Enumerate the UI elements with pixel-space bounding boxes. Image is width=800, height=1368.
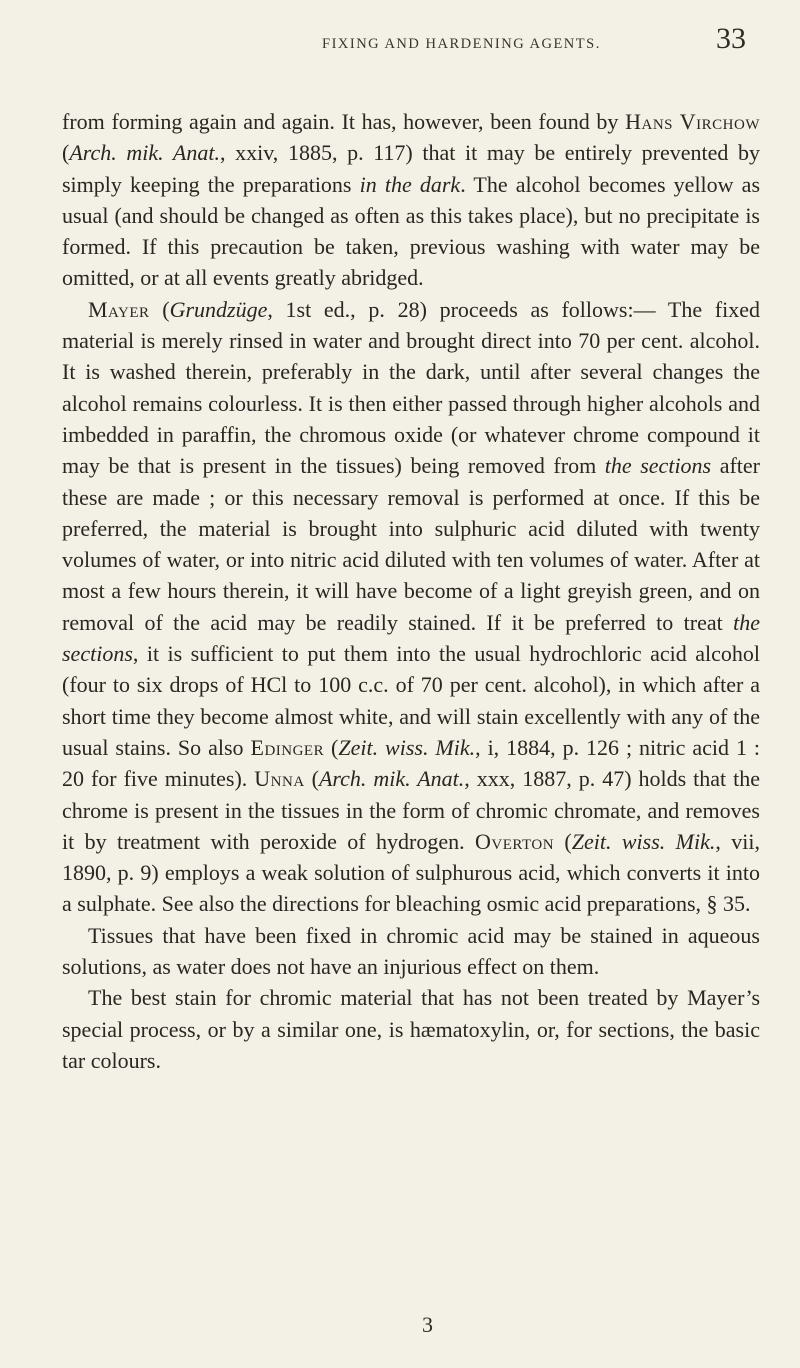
body-text bbox=[62, 106, 760, 1076]
paragraph: Mayer (Grundzüge, 1st ed., p. 28) proceeds as follows:— The fixed material is merely rinsed in water and brought direct into 70 per cent. alcohol. It is washed therein, preferably in the dark, until after several changes the alcohol remains colourless. It is then either passed through higher alcohols and imbedded in paraffin, the chromous oxide (or whatever chrome compound it may be that is present in the tissues) being removed from the sections after these are made ; or this necessary removal is performed at once. If this be preferred, the material is brought into sulphuric acid diluted with twenty volumes of water, or into nitric acid diluted with ten volumes of water. After at most a few hours therein, it will have become of a light greyish green, and on removal of the acid may be readily stained. If it be preferred to treat the sections, it is sufficient to put them into the usual hydrochloric acid alcohol (four to six drops of HCl to 100 c.c. of 70 per cent. alcohol), in which after a short time they become almost white, and will stain excellently with any of the usual stains. So also Edinger (Zeit. wiss. Mik., i, 1884, p. 126 ; nitric acid 1 : 20 for five minutes). Unna (Arch. mik. Anat., xxx, 1887, p. 47) holds that the chrome is present in the tissues in the form of chromic chromate, and removes it by treatment with peroxide of hydrogen. Overton (Zeit. wiss. Mik., vii, 1890, p. 9) employs a weak solution of sulphurous acid, which converts it into a sulphate. See also the directions for bleaching osmic acid preparations, § 35. bbox=[62, 296, 761, 917]
paragraph: Tissues that have been fixed in chromic acid may be stained in aqueous solutions, as water does not have an injurious effect on them. bbox=[62, 922, 760, 980]
signature-mark: 3 bbox=[422, 1312, 433, 1337]
paragraph: from forming again and again. It has, however, been found by Hans Virchow (Arch. mik. Anat., xxiv, 1885, p. 117) that it may be entirely prevented by simply keeping the preparations in the dark. The alcohol becomes yellow as usual (and should be changed as often as this takes place), but no precipitate is formed. If this precaution be taken, previous washing with water may be omitted, or at all events greatly abridged. bbox=[62, 109, 761, 291]
author-name: Overton bbox=[475, 828, 555, 854]
author-name: Unna bbox=[254, 766, 305, 792]
running-head: FIXING AND HARDENING AGENTS. bbox=[322, 36, 601, 52]
emphasis: the sections bbox=[604, 453, 712, 479]
page-header bbox=[0, 20, 800, 66]
citation: Zeit. wiss. Mik. bbox=[338, 734, 476, 760]
author-name: Hans Virchow bbox=[625, 109, 760, 134]
author-name: Edinger bbox=[250, 734, 325, 760]
citation: Zeit. wiss. Mik. bbox=[571, 828, 716, 854]
citation: Grundzüge bbox=[169, 296, 268, 322]
citation: Arch. mik. Anat. bbox=[318, 766, 465, 792]
emphasis: in the dark bbox=[359, 171, 461, 197]
author-name: Mayer bbox=[88, 296, 150, 322]
paragraph: The best stain for chromic material that has not been treated by Mayer’s special process, or by a similar one, is hæmatoxylin, or, for sections, the basic tar colours. bbox=[62, 985, 760, 1073]
emphasis: the sections bbox=[62, 609, 760, 667]
citation: Arch. mik. Anat. bbox=[69, 140, 220, 166]
page-number: 33 bbox=[716, 22, 746, 55]
